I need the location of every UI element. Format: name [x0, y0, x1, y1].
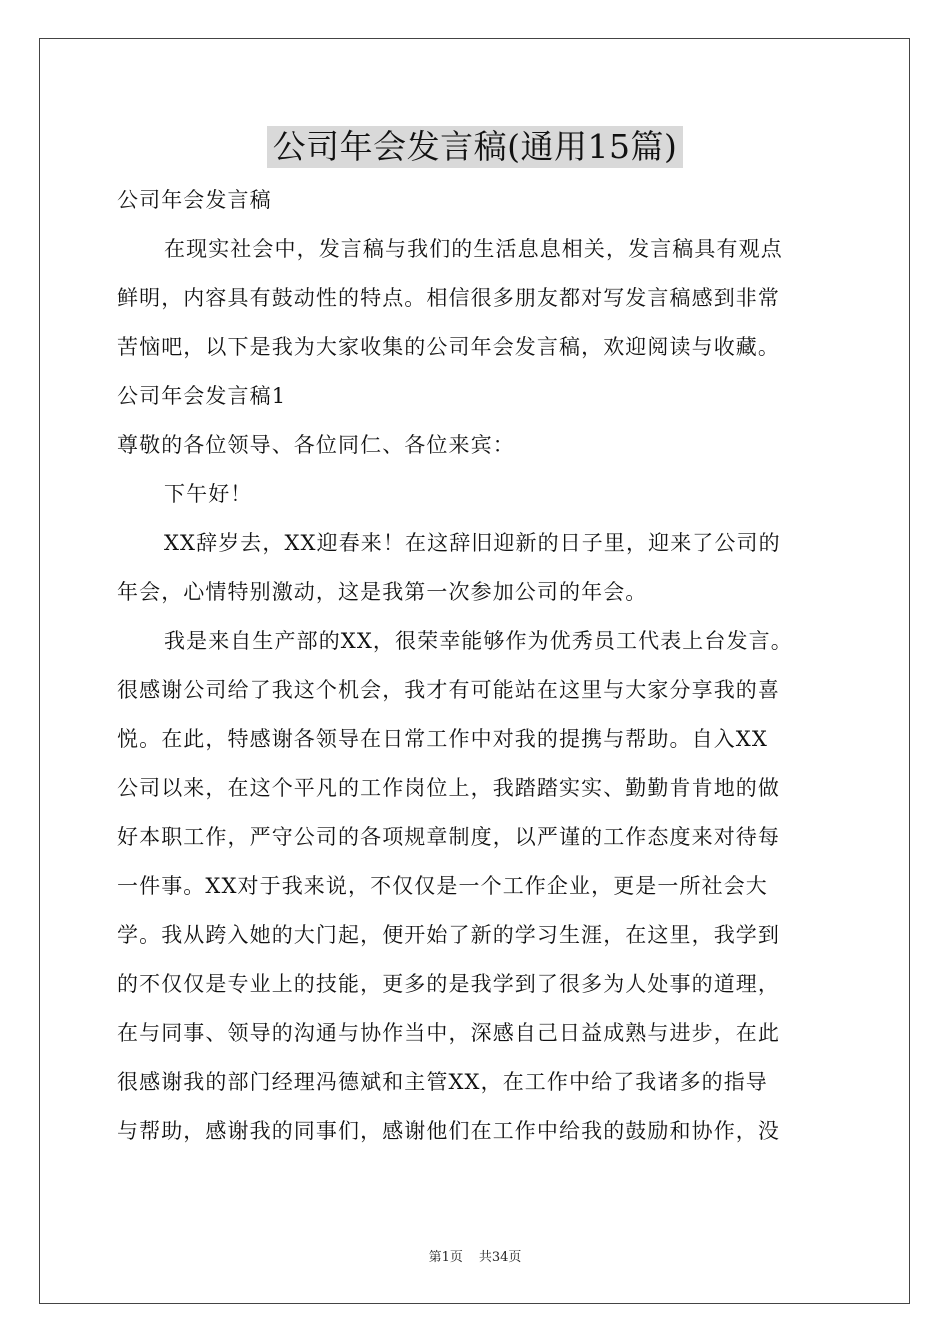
- text-line: XX辞岁去，XX迎春来！在这辞旧迎新的日子里，迎来了公司的: [164, 531, 781, 555]
- text-line: 苦恼吧，以下是我为大家收集的公司年会发言稿，欢迎阅读与收藏。: [117, 335, 780, 359]
- text-line: 学。我从跨入她的大门起，便开始了新的学习生涯，在这里，我学到: [117, 923, 780, 947]
- text-line: 在现实社会中，发言稿与我们的生活息息相关，发言稿具有观点: [164, 237, 783, 261]
- text-line: 好本职工作，严守公司的各项规章制度，以严谨的工作态度来对待每: [117, 825, 780, 849]
- text-line: 公司以来，在这个平凡的工作岗位上，我踏踏实实、勤勤肯肯地的做: [117, 776, 780, 800]
- text-line: 我是来自生产部的XX，很荣幸能够作为优秀员工代表上台发言。: [164, 629, 793, 653]
- text-line: 年会，心情特别激动，这是我第一次参加公司的年会。: [117, 580, 648, 604]
- document-body: [117, 176, 847, 1156]
- page-number: 第1页: [428, 1250, 463, 1265]
- text-line: 尊敬的各位领导、各位同仁、各位来宾：: [117, 433, 515, 457]
- document-title: 公司年会发言稿(通用15篇): [267, 126, 684, 168]
- text-line: 在与同事、领导的沟通与协作当中，深感自己日益成熟与进步，在此: [117, 1021, 780, 1045]
- text-line: 下午好！: [164, 482, 253, 506]
- page-footer: [0, 1246, 950, 1265]
- text-line: 与帮助，感谢我的同事们，感谢他们在工作中给我的鼓励和协作，没: [117, 1119, 780, 1143]
- text-line: 的不仅仅是专业上的技能，更多的是我学到了很多为人处事的道理，: [117, 972, 780, 996]
- text-line: 一件事。XX对于我来说，不仅仅是一个工作企业，更是一所社会大: [117, 874, 768, 898]
- page-total: 共34页: [478, 1250, 522, 1265]
- text-line: 很感谢公司给了我这个机会，我才有可能站在这里与大家分享我的喜: [117, 678, 780, 702]
- text-line: 悦。在此，特感谢各领导在日常工作中对我的提携与帮助。自入XX: [117, 727, 768, 751]
- text-line: 公司年会发言稿1: [117, 384, 287, 408]
- text-line: 很感谢我的部门经理冯德斌和主管XX，在工作中给了我诸多的指导: [117, 1070, 768, 1094]
- text-line: 公司年会发言稿: [117, 188, 272, 212]
- title-container: [0, 126, 950, 168]
- text-line: 鲜明，内容具有鼓动性的特点。相信很多朋友都对写发言稿感到非常: [117, 286, 780, 310]
